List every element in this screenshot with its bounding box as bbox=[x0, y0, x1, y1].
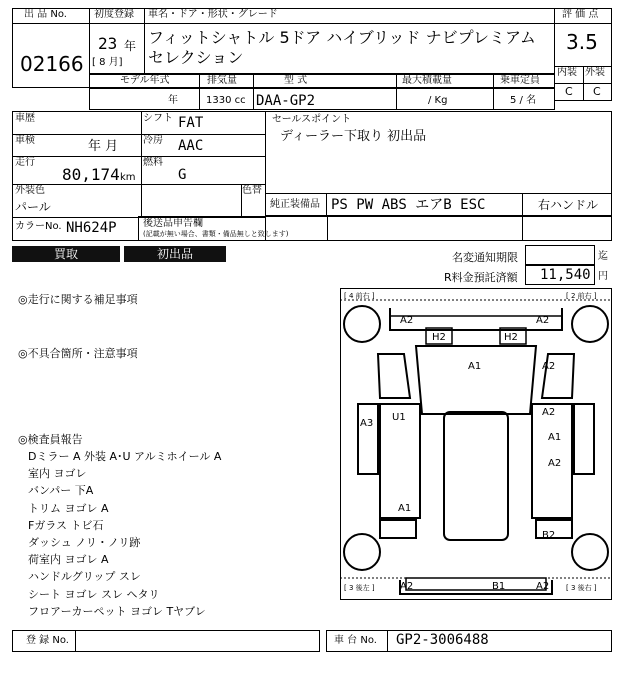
type-label: 型 式 bbox=[284, 75, 308, 86]
model-year-unit: 年 bbox=[168, 95, 178, 106]
displacement-value: 1330 cc bbox=[206, 95, 246, 106]
interior-grade: C bbox=[565, 85, 573, 98]
damage-mark: A2 bbox=[536, 315, 550, 326]
score-label: 評 価 点 bbox=[562, 9, 599, 20]
model-year-label: モデル年式 bbox=[120, 75, 170, 86]
lot-box bbox=[12, 8, 90, 88]
recycle-unit: 円 bbox=[598, 271, 608, 282]
first-reg-year: 23 bbox=[98, 34, 118, 53]
lot-label: 出 品 No. bbox=[24, 9, 67, 20]
report-line: ダッシュ ノリ・ノリ跡 bbox=[28, 536, 141, 550]
chassis-label: 車 台 No. bbox=[334, 635, 377, 646]
score-box bbox=[554, 8, 612, 101]
sales-point-label: セールスポイント bbox=[272, 114, 352, 125]
displacement-label: 排気量 bbox=[207, 75, 237, 86]
corner-label-rear-left: [ 3 後左 ] bbox=[344, 584, 375, 592]
damage-mark: B1 bbox=[492, 581, 506, 592]
damage-mark: A1 bbox=[548, 432, 562, 443]
report-line: Fガラス トビ石 bbox=[28, 518, 104, 532]
equipment-value: PS PW ABS エアB ESC bbox=[331, 197, 486, 213]
blank-box bbox=[327, 216, 612, 241]
shift-value: FAT bbox=[178, 115, 204, 131]
inspector-label: ◎検査員報告 bbox=[18, 433, 83, 446]
damage-mark: H2 bbox=[432, 332, 446, 343]
mileage-label: 走行 bbox=[15, 157, 35, 168]
capacity-label: 乗車定員 bbox=[500, 75, 540, 86]
first-reg-month: [ 8 月] bbox=[92, 57, 123, 68]
capacity-value: 5 / 名 bbox=[510, 95, 537, 106]
recycle-amount: 11,540 bbox=[540, 267, 591, 283]
damage-mark: A1 bbox=[398, 503, 412, 514]
damage-mark: H2 bbox=[504, 332, 518, 343]
reg-no-label: 登 録 No. bbox=[26, 635, 69, 646]
damage-mark: A1 bbox=[468, 361, 482, 372]
name-change-unit: 迄 bbox=[598, 251, 608, 262]
exterior-color-label: 外装色 bbox=[15, 185, 45, 196]
inspector-report bbox=[28, 448, 221, 620]
max-load-label: 最大積載量 bbox=[402, 75, 452, 86]
damage-mark: B2 bbox=[542, 530, 556, 541]
chassis-number: GP2-3006488 bbox=[396, 632, 489, 648]
damage-mark: A2 bbox=[400, 581, 414, 592]
damage-mark: A3 bbox=[360, 418, 374, 429]
name-change-label: 名変通知期限 bbox=[452, 251, 518, 264]
post-docs-note: (記載が無い場合、書類・備品無しと致します) bbox=[143, 230, 289, 238]
exterior-label: 外装 bbox=[585, 67, 605, 78]
mileage-unit: km bbox=[120, 172, 136, 183]
score-value: 3.5 bbox=[566, 30, 598, 54]
car-diagram bbox=[340, 288, 612, 600]
damage-mark: A2 bbox=[548, 458, 562, 469]
color-no-label: カラーNo. bbox=[15, 221, 62, 232]
ac-label: 冷房 bbox=[143, 135, 163, 146]
exterior-color-value: パール bbox=[15, 200, 51, 214]
exterior-grade: C bbox=[593, 85, 601, 98]
report-line: トリム ヨゴレ A bbox=[28, 501, 109, 515]
inspection-label: 車検 bbox=[15, 135, 35, 146]
report-line: バンパー 下A bbox=[28, 484, 94, 498]
corner-label-front-left: [ 4 前右 ] bbox=[344, 292, 375, 300]
shift-label: シフト bbox=[143, 113, 173, 124]
color-change-label: 色替 bbox=[242, 185, 262, 196]
lot-number: 02166 bbox=[20, 52, 84, 76]
mileage-value: 80,174 bbox=[62, 165, 120, 184]
car-name-label: 車名・ドア・形状・グレード bbox=[148, 9, 278, 20]
driving-notes-label: ◎走行に関する補足事項 bbox=[18, 293, 138, 306]
inspection-value: 年 月 bbox=[88, 139, 119, 154]
damage-mark: A2 bbox=[400, 315, 414, 326]
report-line: 荷室内 ヨゴレ A bbox=[28, 553, 109, 567]
first-reg-label: 初度登録 bbox=[94, 9, 134, 20]
max-load-value: / Kg bbox=[428, 95, 448, 106]
defects-label: ◎不具合箇所・注意事項 bbox=[18, 347, 138, 360]
report-line: 室内 ヨゴレ bbox=[28, 467, 87, 481]
corner-label-front-right: [ 2 前右 ] bbox=[566, 292, 597, 300]
damage-mark: A2 bbox=[542, 407, 556, 418]
equipment-label: 純正装備品 bbox=[270, 199, 320, 210]
color-no-value: NH624P bbox=[66, 220, 117, 236]
fuel-value: G bbox=[178, 167, 187, 183]
interior-label: 内装 bbox=[557, 67, 577, 78]
post-docs-label: 後送品申告欄 bbox=[143, 218, 203, 229]
corner-label-rear-right: [ 3 後右 ] bbox=[566, 584, 597, 592]
report-line: ハンドルグリップ スレ bbox=[28, 570, 141, 584]
handle-value: 右ハンドル bbox=[538, 198, 599, 212]
ac-value: AAC bbox=[178, 138, 204, 154]
name-change-box bbox=[525, 245, 595, 265]
history-label: 車歴 bbox=[15, 113, 35, 124]
sales-point-text: ディーラー下取り 初出品 bbox=[280, 129, 427, 144]
damage-mark: A2 bbox=[536, 581, 550, 592]
damage-mark: U1 bbox=[392, 412, 406, 423]
report-line: Dミラー A 外装 A･U アルミホイール A bbox=[28, 450, 222, 463]
type-value: DAA-GP2 bbox=[256, 93, 316, 109]
purchase-badge: 買取 bbox=[12, 246, 120, 262]
fuel-label: 燃料 bbox=[143, 157, 163, 168]
first-reg-year-unit: 年 bbox=[124, 39, 137, 53]
car-name: フィットシャトル 5ドア ハイブリッド ナビプレミアムセレクション bbox=[148, 28, 536, 67]
report-line: フロアーカーペット ヨゴレ Tヤブレ bbox=[28, 604, 206, 618]
recycle-label: R料金預託済額 bbox=[444, 271, 518, 284]
first-listing-badge: 初出品 bbox=[124, 246, 226, 262]
report-line: シート ヨゴレ スレ ヘタリ bbox=[28, 587, 160, 601]
damage-mark: A2 bbox=[542, 361, 556, 372]
